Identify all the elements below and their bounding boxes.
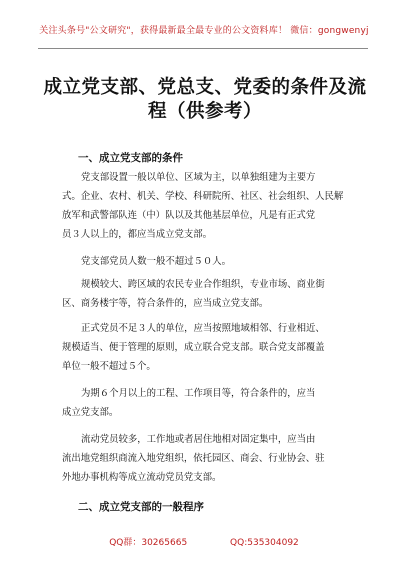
paragraph-1 bbox=[62, 168, 352, 244]
paragraph-line: 为期６个月以上的工程、工作项目等，符合条件的，应当 bbox=[81, 388, 316, 399]
paragraph-line: 放军和武警部队连（中）队以及其他基层单位，凡是有正式党 bbox=[62, 210, 316, 221]
header-notice: 关注头条号"公文研究"，获得最新最全最专业的公文资料库！ 微信：gongwenyj bbox=[39, 26, 369, 36]
paragraph-6 bbox=[62, 430, 352, 487]
paragraph-line: 单位一般不超过５个。 bbox=[62, 361, 156, 372]
paragraph-line: 流动党员较多，工作地或者居住地相对固定集中，应当由 bbox=[81, 434, 316, 445]
footer-contact bbox=[0, 535, 408, 548]
paragraph-line: 员３人以上的，都应当成立党支部。 bbox=[62, 229, 213, 240]
paragraph-line: 成立党支部。 bbox=[62, 407, 119, 418]
paragraph-2 bbox=[62, 252, 352, 271]
paragraph-line: 外地办事机构等成立流动党员党支部。 bbox=[62, 472, 222, 483]
paragraph-line: 流出地党组织商流入地党组织，依托园区、商会、行业协会、驻 bbox=[62, 453, 325, 464]
title-line-1: 成立党支部、党总支、党委的条件及流 bbox=[43, 77, 367, 98]
document-title bbox=[40, 76, 370, 124]
section-heading-1: 一、成立党支部的条件 bbox=[78, 152, 183, 164]
paragraph-line: 正式党员不足３人的单位，应当按照地域相邻、行业相近、 bbox=[81, 323, 325, 334]
paragraph-line: 党支部设置一般以单位、区域为主，以单独组建为主要方 bbox=[81, 172, 316, 183]
paragraph-line: 区、商务楼宇等，符合条件的，应当成立党支部。 bbox=[62, 298, 269, 309]
paragraph-line: 规模适当、便于管理的原则，成立联合党支部。联合党支部覆盖 bbox=[62, 342, 325, 353]
paragraph-4 bbox=[62, 319, 352, 376]
header-divider bbox=[38, 48, 368, 49]
section-heading-2: 二、成立党支部的一般程序 bbox=[78, 501, 204, 513]
paragraph-line: 规模较大、跨区域的农民专业合作组织，专业市场、商业街 bbox=[81, 279, 325, 290]
paragraph-3 bbox=[62, 275, 352, 313]
footer-qq: QQ:535304092 bbox=[230, 538, 299, 548]
paragraph-line: 式。企业、农村、机关、学校、科研院所、社区、社会组织、人民解 bbox=[62, 191, 344, 202]
title-line-2: 程（供参考） bbox=[147, 101, 262, 122]
paragraph-line: 党支部党员人数一般不超过５０人。 bbox=[81, 256, 232, 267]
footer-qq-group: QQ群：30265665 bbox=[109, 538, 188, 548]
paragraph-5 bbox=[62, 384, 352, 422]
